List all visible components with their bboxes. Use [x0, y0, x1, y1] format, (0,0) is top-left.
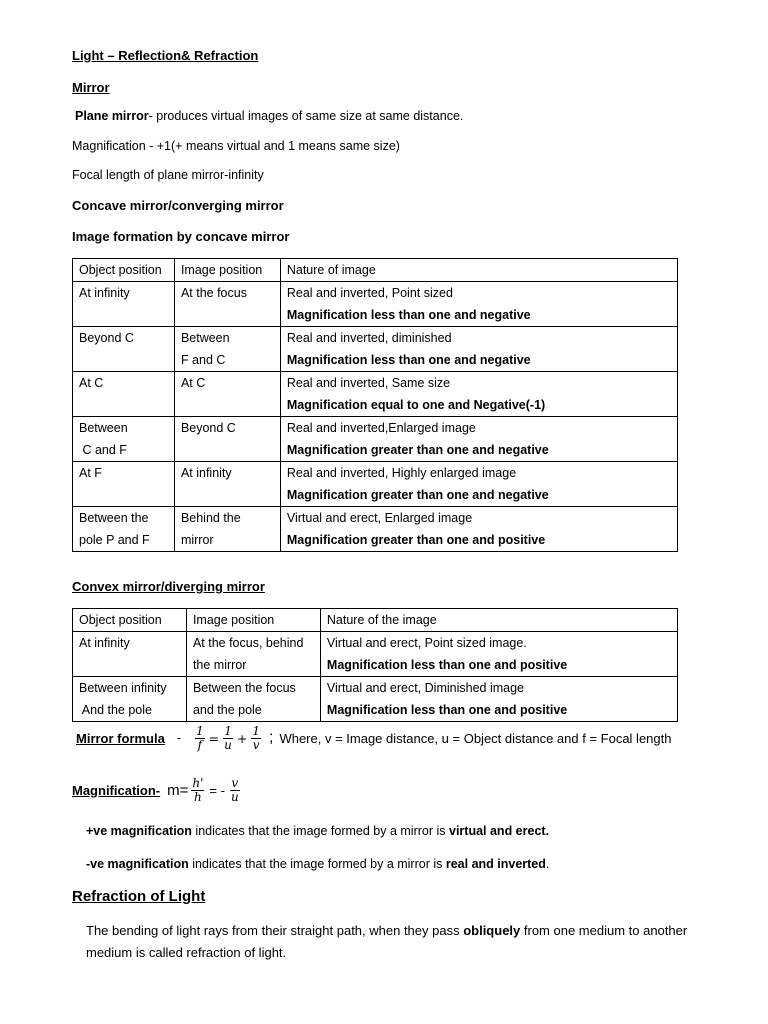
image-position-cell-line: F and C	[180, 353, 226, 367]
positive-mag-term: +ve magnification	[86, 824, 192, 838]
nature-cell	[280, 282, 677, 327]
image-position-cell-line: Behind the	[180, 511, 241, 525]
object-position-cell	[73, 327, 175, 372]
image-position-cell-line: Between the focus	[192, 681, 296, 695]
object-position-cell-line: Beyond C	[79, 331, 134, 345]
image-position-cell-line: Between	[180, 331, 230, 345]
object-position-cell	[73, 282, 175, 327]
table-row	[73, 462, 678, 507]
table-row	[73, 282, 678, 327]
object-position-cell-line: And the pole	[79, 703, 152, 717]
nature-text: Virtual and erect, Point sized image.	[326, 636, 527, 650]
image-position-cell	[174, 417, 280, 462]
object-position-cell-line: Between infinity	[79, 681, 167, 695]
magnification-text: Magnification less than one and negative	[286, 353, 531, 367]
image-position-cell-line: the mirror	[192, 658, 247, 672]
table-row	[73, 507, 678, 552]
object-position-cell	[73, 372, 175, 417]
magnification-text: Magnification greater than one and negative	[286, 488, 549, 502]
header-cell: Object position	[73, 609, 187, 632]
nature-cell	[280, 327, 677, 372]
mirror-formula-line	[76, 718, 671, 758]
nature-text: Real and inverted, diminished	[286, 331, 452, 345]
object-position-cell-line: At infinity	[79, 286, 130, 300]
image-position-cell	[186, 677, 320, 722]
object-position-cell	[73, 677, 187, 722]
object-position-cell-line: Between	[79, 421, 128, 435]
image-position-cell-line: At the focus	[180, 286, 247, 300]
negative-mag-result: real and inverted	[445, 857, 546, 871]
plane-mirror-line	[75, 109, 463, 123]
nature-cell	[280, 507, 677, 552]
mirror-heading: Mirror	[72, 80, 110, 95]
nature-cell	[280, 462, 677, 507]
object-position-cell-line: At F	[79, 466, 102, 480]
header-cell: Image position	[174, 259, 280, 282]
refraction-heading: Refraction of Light	[72, 888, 206, 905]
image-position-cell-line: At infinity	[180, 466, 232, 480]
magnification-text: Magnification less than one and positive	[326, 703, 568, 717]
formula-dash: -	[176, 731, 182, 745]
magnification-text: Magnification less than one and negative	[286, 308, 531, 322]
convex-table	[72, 608, 678, 722]
magnification-text: Magnification greater than one and positive	[286, 533, 546, 547]
nature-cell	[320, 632, 677, 677]
nature-text: Real and inverted, Point sized	[286, 286, 453, 300]
table-row	[73, 372, 678, 417]
object-position-cell-line: pole P and F	[79, 533, 150, 547]
object-position-cell	[73, 417, 175, 462]
table-header-row	[73, 609, 678, 632]
nature-text: Real and inverted, Highly enlarged image	[286, 466, 517, 480]
fraction-1-over-v: $\frac{1}{v}$	[252, 723, 260, 752]
negative-mag-term: -ve magnification	[86, 857, 189, 871]
image-formation-heading: Image formation by concave mirror	[72, 229, 290, 244]
table-row	[73, 327, 678, 372]
magnification-eq-neg: = -	[209, 782, 225, 798]
table-row	[73, 417, 678, 462]
positive-mag-text: indicates that the image formed by a mirror is	[191, 824, 449, 838]
convex-heading: Convex mirror/diverging mirror	[72, 579, 265, 594]
magnification-formula-line	[72, 770, 240, 810]
fraction-v-over-u: $\frac{v}{u}$	[230, 775, 239, 804]
object-position-cell-line: C and F	[79, 443, 127, 457]
object-position-cell-line: At C	[79, 376, 104, 390]
nature-text: Real and inverted,Enlarged image	[286, 421, 476, 435]
plane-mirror-text: - produces virtual images of same size at same distance.	[148, 109, 464, 123]
magnification-label: Magnification-	[72, 782, 161, 798]
refraction-text-bold: obliquely	[463, 923, 521, 938]
image-position-cell	[186, 632, 320, 677]
magnification-m-equals: m=	[167, 781, 189, 799]
image-position-cell	[174, 282, 280, 327]
nature-text: Virtual and erect, Diminished image	[326, 681, 524, 695]
plane-mirror-label: Plane mirror	[75, 109, 149, 123]
object-position-cell	[73, 507, 175, 552]
formula-plus: +	[236, 730, 248, 746]
table-header-row	[73, 259, 678, 282]
nature-cell	[320, 677, 677, 722]
object-position-cell-line: At infinity	[79, 636, 130, 650]
magnification-text: Magnification equal to one and Negative(-1)	[286, 398, 546, 412]
image-position-cell-line: mirror	[180, 533, 214, 547]
refraction-text-line-1	[86, 923, 687, 938]
positive-mag-result: virtual and erect.	[449, 824, 550, 838]
image-position-cell	[174, 462, 280, 507]
image-position-cell-line: Beyond C	[180, 421, 236, 435]
formula-where-text: Where, v = Image distance, u = Object distance and f = Focal length	[279, 730, 672, 746]
nature-text: Real and inverted, Same size	[286, 376, 451, 390]
image-position-cell	[174, 507, 280, 552]
negative-mag-end: .	[545, 857, 550, 871]
header-cell: Nature of image	[280, 259, 677, 282]
refraction-text-part1: The bending of light rays from their straight path, when they pass	[86, 923, 464, 938]
image-position-cell-line: and the pole	[192, 703, 262, 717]
image-position-cell-line: At C	[180, 376, 206, 390]
concave-heading: Concave mirror/converging mirror	[72, 198, 284, 213]
object-position-cell	[73, 632, 187, 677]
negative-magnification-line	[86, 857, 549, 871]
focal-length-line: Focal length of plane mirror-infinity	[72, 168, 264, 182]
table-row	[73, 677, 678, 722]
magnification-line: Magnification - +1(+ means virtual and 1 means same size)	[72, 139, 400, 153]
formula-equals: =	[208, 730, 220, 746]
nature-cell	[280, 417, 677, 462]
fraction-1-over-u: $\frac{1}{u}$	[224, 723, 232, 752]
object-position-cell-line: Between the	[79, 511, 149, 525]
refraction-text-part2: from one medium to another	[520, 923, 688, 938]
object-position-cell	[73, 462, 175, 507]
table-row	[73, 632, 678, 677]
magnification-text: Magnification greater than one and negative	[286, 443, 549, 457]
header-cell: Nature of the image	[320, 609, 677, 632]
fraction-h-prime-over-h: $\frac{h'}{h}$	[192, 775, 204, 804]
image-position-cell	[174, 372, 280, 417]
refraction-text-line-2: medium is called refraction of light.	[86, 945, 287, 960]
formula-semicolon: ;	[269, 729, 274, 746]
page-title: Light – Reflection& Refraction	[72, 48, 259, 63]
image-position-cell-line: At the focus, behind	[192, 636, 304, 650]
header-cell: Object position	[73, 259, 175, 282]
positive-magnification-line	[86, 824, 549, 838]
header-cell: Image position	[186, 609, 320, 632]
concave-table	[72, 258, 678, 552]
nature-cell	[280, 372, 677, 417]
negative-mag-text: indicates that the image formed by a mirror is	[188, 857, 446, 871]
image-position-cell	[174, 327, 280, 372]
mirror-formula-label: Mirror formula	[76, 730, 165, 746]
fraction-1-over-f: $\frac{1}{f}$	[196, 723, 204, 752]
nature-text: Virtual and erect, Enlarged image	[286, 511, 473, 525]
magnification-text: Magnification less than one and positive	[326, 658, 568, 672]
